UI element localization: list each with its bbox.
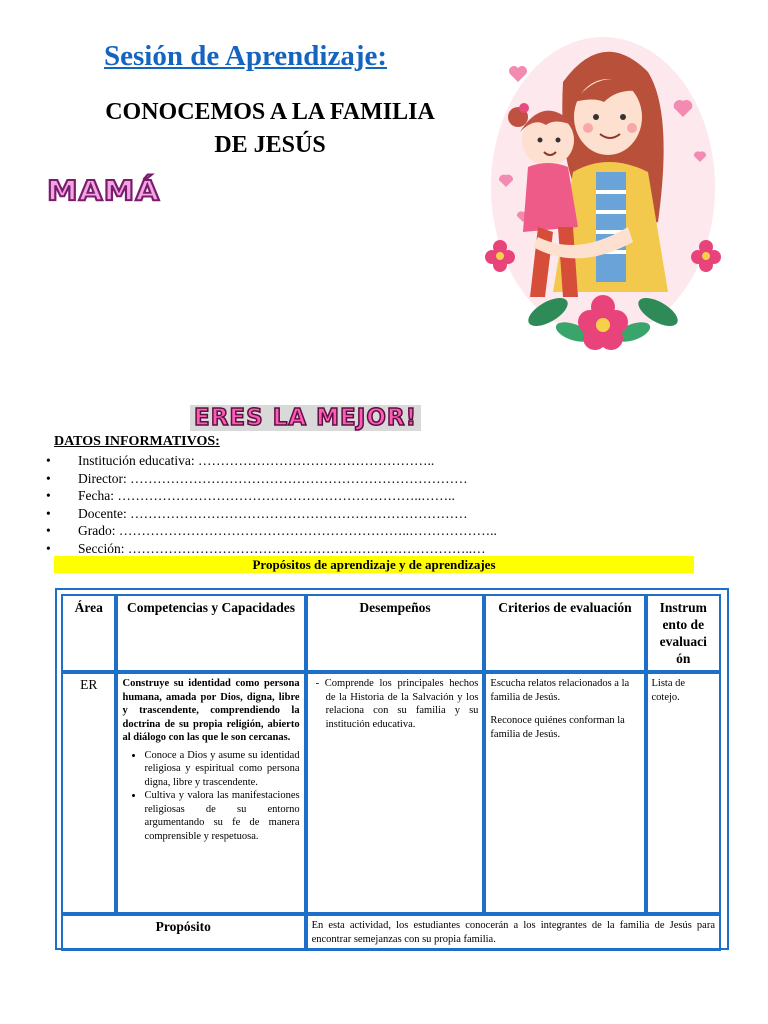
list-item bbox=[46, 452, 497, 470]
bullet-icon: • bbox=[46, 453, 51, 468]
header-area: Área bbox=[61, 594, 116, 672]
list-item: - Comprende los principales hechos de la Historia de la Salvación y los relaciona con su familia y su institución educativa. bbox=[315, 678, 479, 730]
bullet-icon: • bbox=[46, 505, 51, 521]
cell-area: ER bbox=[61, 672, 116, 914]
session-title: Sesión de Aprendizaje: bbox=[104, 40, 388, 72]
session-subtitle bbox=[60, 96, 480, 162]
bullet-icon: • bbox=[46, 523, 51, 538]
propositos-heading-bar: Propósitos de aprendizaje y de aprendizajes bbox=[54, 556, 694, 573]
header-instrumento: Instrum ento de evaluaci ón bbox=[646, 594, 722, 672]
header-desempenos: Desempeños bbox=[306, 594, 485, 672]
bullet-icon: • bbox=[46, 470, 51, 486]
list-item bbox=[46, 487, 497, 505]
subtitle-line-1: CONOCEMOS A LA FAMILIA bbox=[105, 99, 435, 125]
wordart-mama: MAMÁ bbox=[47, 174, 161, 207]
datos-item-fecha: Fecha: …………………………………………………………..…….. bbox=[78, 488, 455, 503]
bullet-icon: • bbox=[46, 488, 51, 503]
list-item bbox=[46, 540, 497, 558]
datos-item-docente: Docente: ………………………………………………………………… bbox=[78, 505, 468, 521]
list-item bbox=[46, 522, 497, 540]
datos-item-director: Director: ………………………………………………………………… bbox=[78, 470, 468, 486]
table-row bbox=[61, 672, 721, 914]
learning-table-frame bbox=[55, 588, 729, 950]
datos-item-grado: Grado: ………………………………………………………..……………….. bbox=[78, 523, 497, 538]
capacidades-list bbox=[122, 749, 299, 844]
competencia-text: Construye su identidad como persona humana, amada por Dios, digna, libre y trascendente, comprendiendo la doctrina de su propia religión, abierto al diálogo con las que le son cercanas. bbox=[122, 678, 300, 743]
subtitle-line-2: DE JESÚS bbox=[214, 132, 326, 158]
cell-proposito-text: En esta actividad, los estudiantes conocerán a los integrantes de la familia de Jesús para encontrar semejanzas con su propia familia. bbox=[306, 914, 721, 951]
header-criterios: Criterios de evaluación bbox=[484, 594, 645, 672]
cell-desempenos bbox=[306, 672, 485, 914]
datos-informativos-list bbox=[46, 452, 497, 557]
datos-item-seccion: Sección: …………………………………………………………………..… bbox=[78, 540, 486, 556]
list-item bbox=[46, 470, 497, 488]
cell-criterios bbox=[484, 672, 645, 914]
cell-instrumento: Lista de cotejo. bbox=[646, 672, 722, 914]
header-competencias: Competencias y Capacidades bbox=[116, 594, 305, 672]
bullet-icon: • bbox=[46, 540, 51, 556]
datos-informativos-title: DATOS INFORMATIVOS: bbox=[54, 434, 220, 449]
cell-competencias bbox=[116, 672, 305, 914]
criterio-item: Reconoce quiénes conforman la familia de Jesús. bbox=[490, 715, 625, 740]
datos-item-institucion: Institución educativa: …………………………………………….. bbox=[78, 453, 435, 468]
learning-table bbox=[61, 594, 721, 951]
criterio-item: Escucha relatos relacionados a la familia de Jesús. bbox=[490, 678, 630, 703]
list-item: • Cultiva y valora las manifestaciones religiosas de su entorno argumentando su fe de manera comprensible y respetuosa. bbox=[144, 789, 299, 843]
wordart-eres-la-mejor: ERES LA MEJOR! bbox=[190, 405, 421, 431]
table-header-row bbox=[61, 594, 721, 672]
list-item: • Conoce a Dios y asume su identidad religiosa y espiritual como persona digna, libre y trascendente. bbox=[144, 749, 299, 790]
mother-daughter-illustration bbox=[478, 22, 728, 372]
table-row-proposito bbox=[61, 914, 721, 951]
list-item bbox=[46, 505, 497, 523]
cell-proposito-label: Propósito bbox=[61, 914, 306, 951]
desempenos-list bbox=[312, 677, 479, 731]
